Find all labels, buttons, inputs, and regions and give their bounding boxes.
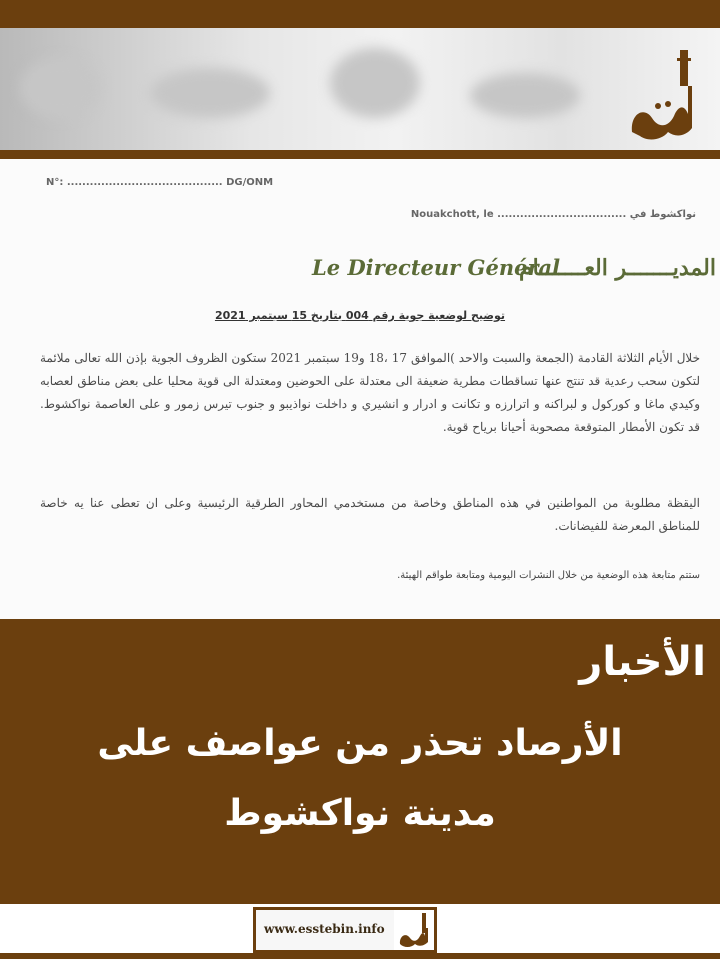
- letterhead-rule: [0, 150, 720, 159]
- esstebin-logo-icon: [622, 44, 702, 144]
- bottom-brown-band: [0, 953, 720, 959]
- forecast-paragraph: خلال الأيام الثلاثة القادمة (الجمعة والسبت والاحد )الموافق 17 ،18 و19 سبتمبر 2021 ستكون الظروف الجوية بإذن الله تعالى ملائمة لتكون سحب رعدية قد تنتج عنها تساقطات مطرية ضعيفة الى معتدلة على الحوضين ومعتدلة الى قوية محليا على بعض مناطق لعصابه وكيدي ماغا و كوركول و لبراكنه و اترارزه و تكانت و ادرار و انشيري و داخلت نواذيبو و جنوب تيرس زمور و على العاصمة نواكشوط. قد تكون الأمطار المتوقعة مصحوبة أحيانا برياح قوية.: [40, 351, 701, 434]
- headline-line-1: الأرصاد تحذر من عواصف على: [97, 723, 623, 764]
- reference-number: N°: ......................................... DG/ONM: [46, 177, 274, 188]
- section-label: الأخبار: [579, 639, 706, 685]
- director-general-arabic: المديـــــــر العـــــــام: [519, 255, 716, 281]
- news-panel: [0, 619, 720, 904]
- vigilance-paragraph: اليقظة مطلوبة من المواطنين في هذه المناطق وخاصة من مستخدمي المحاور الطرقية الرئيسية وعلى ان تعطى عنا يه خاصة للمناطق المعرضة للفيضانات.: [40, 496, 700, 533]
- site-url[interactable]: www.esstebin.info: [264, 922, 385, 936]
- document-scan: [0, 159, 720, 619]
- headline: [20, 709, 700, 849]
- date-line: Nouakchott, le .................................. نواكشوط في: [410, 209, 696, 220]
- letterhead-banner: [0, 28, 720, 150]
- director-general-french: Le Directeur Général: [312, 255, 561, 280]
- footer-logo-icon: [394, 910, 434, 950]
- top-brown-band: [0, 0, 720, 28]
- footer: [0, 904, 720, 959]
- document-title: توضيح لوضعية جوية رقم 004 بتاريخ 15 سبتمبر 2021: [214, 309, 506, 322]
- headline-line-2: مدينة نواكشوط: [224, 793, 496, 834]
- followup-paragraph: ستتم متابعة هذه الوضعية من خلال النشرات اليومية ومتابعة طواقم الهيئة.: [397, 570, 700, 581]
- site-badge[interactable]: [253, 907, 437, 953]
